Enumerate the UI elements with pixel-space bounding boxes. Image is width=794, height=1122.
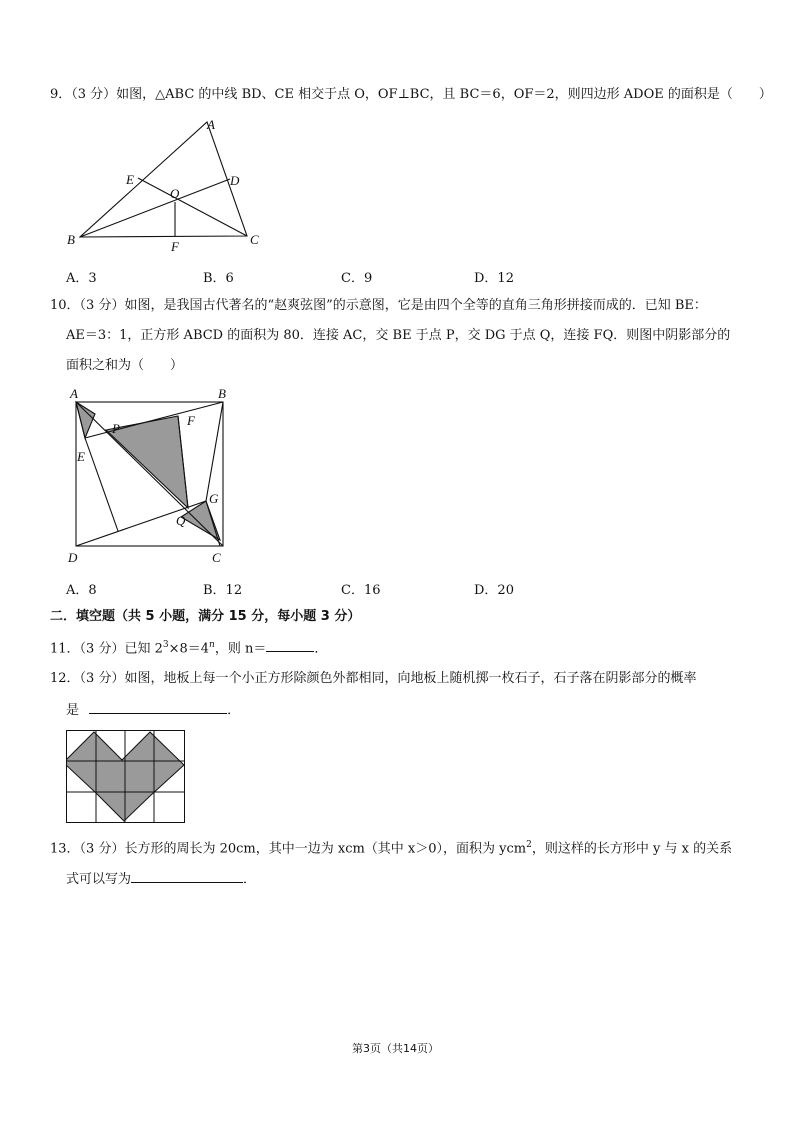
q10-stem-line3: 面积之和为（ ） (66, 358, 184, 373)
label-p: P (112, 421, 120, 436)
q9-triangle-figure (60, 112, 280, 257)
q11-end: ． (314, 641, 328, 657)
label-e: E (77, 449, 85, 464)
q9-stem: 9．（3 分）如图，△ABC 的中线 BD、CE 相交于点 O，OF⊥BC，且 BC＝6，OF＝2，则四边形 ADOE 的面积是（ ） (50, 87, 772, 102)
q13-sup-2: 2 (526, 840, 532, 850)
q13-stem-line2 (66, 873, 256, 886)
q10-stem-line2: AE＝3：1，正方形 ABCD 的面积为 80．连接 AC，交 BE 于点 P，交 DG 于点 Q，连接 FQ．则图中阴影部分的 (66, 328, 731, 343)
q9-option-c[interactable]: C．9 (341, 271, 373, 286)
q13-stem-line1 (50, 841, 732, 855)
label-d: D (68, 550, 78, 565)
q10-stem-line1: 10．（3 分）如图，是我国古代著名的“赵爽弦图”的示意图，它是由四个全等的直角三角形拼接而成的．已知 BE： (50, 298, 707, 313)
q13-line1-a: 13．（3 分）长方形的周长为 20cm，其中一边为 xcm（其中 x＞0），面积为 ycm (50, 841, 527, 857)
q11-after: ，则 n＝ (214, 641, 267, 657)
label-e: E (126, 172, 134, 187)
q12-stem-line2 (66, 704, 240, 717)
q11-prefix: 11．（3 分）已知 2 (50, 641, 163, 657)
q12-floor-figure (66, 730, 186, 824)
q11-answer-blank[interactable] (266, 651, 314, 652)
q9-option-b[interactable]: B．6 (203, 271, 234, 286)
q11-exp-n: n (209, 640, 215, 650)
median-bd (80, 179, 230, 237)
label-f: F (171, 239, 179, 254)
q12-end: ． (227, 703, 241, 718)
label-c: C (250, 232, 259, 247)
label-a: A (207, 117, 215, 132)
q10-option-b[interactable]: B．12 (203, 583, 243, 598)
q10-zhaoshuang-figure (60, 384, 240, 569)
label-f: F (187, 413, 195, 428)
q13-line1-b: ，则这样的长方形中 y 与 x 的关系 (531, 841, 733, 857)
section-heading: 二．填空题（共 5 小题，满分 15 分，每小题 3 分） (50, 609, 361, 624)
q12-line2-text: 是 (66, 703, 80, 718)
label-d: D (230, 173, 240, 188)
q11-stem (50, 641, 327, 655)
label-q: Q (176, 513, 186, 528)
q12-stem-line1: 12．（3 分）如图，地板上每一个小正方形除颜色外都相同，向地板上随机掷一枚石子，石子落在阴影部分的概率 (50, 671, 697, 686)
q13-line2-text: 式可以写为 (66, 872, 132, 887)
label-b: B (218, 386, 226, 401)
q10-option-c[interactable]: C．16 (341, 583, 381, 598)
label-c: C (212, 550, 221, 565)
q11-mid: ×8＝4 (168, 641, 210, 657)
shade-ape (76, 402, 95, 438)
label-a: A (70, 386, 78, 401)
q13-end: ． (243, 872, 257, 887)
label-b: B (67, 232, 75, 247)
q12-answer-blank[interactable] (89, 713, 227, 714)
triangle-abc (80, 122, 247, 237)
q13-answer-blank[interactable] (131, 882, 243, 883)
q9-option-a[interactable]: A．3 (66, 271, 97, 286)
page-footer: 第3页（共14页） (352, 1042, 439, 1055)
q10-option-a[interactable]: A．8 (66, 583, 97, 598)
label-g: G (209, 491, 219, 506)
q9-option-d[interactable]: D．12 (474, 271, 514, 286)
q11-exp-3: 3 (162, 640, 169, 650)
q10-option-d[interactable]: D．20 (474, 583, 514, 598)
label-o: O (170, 186, 180, 201)
